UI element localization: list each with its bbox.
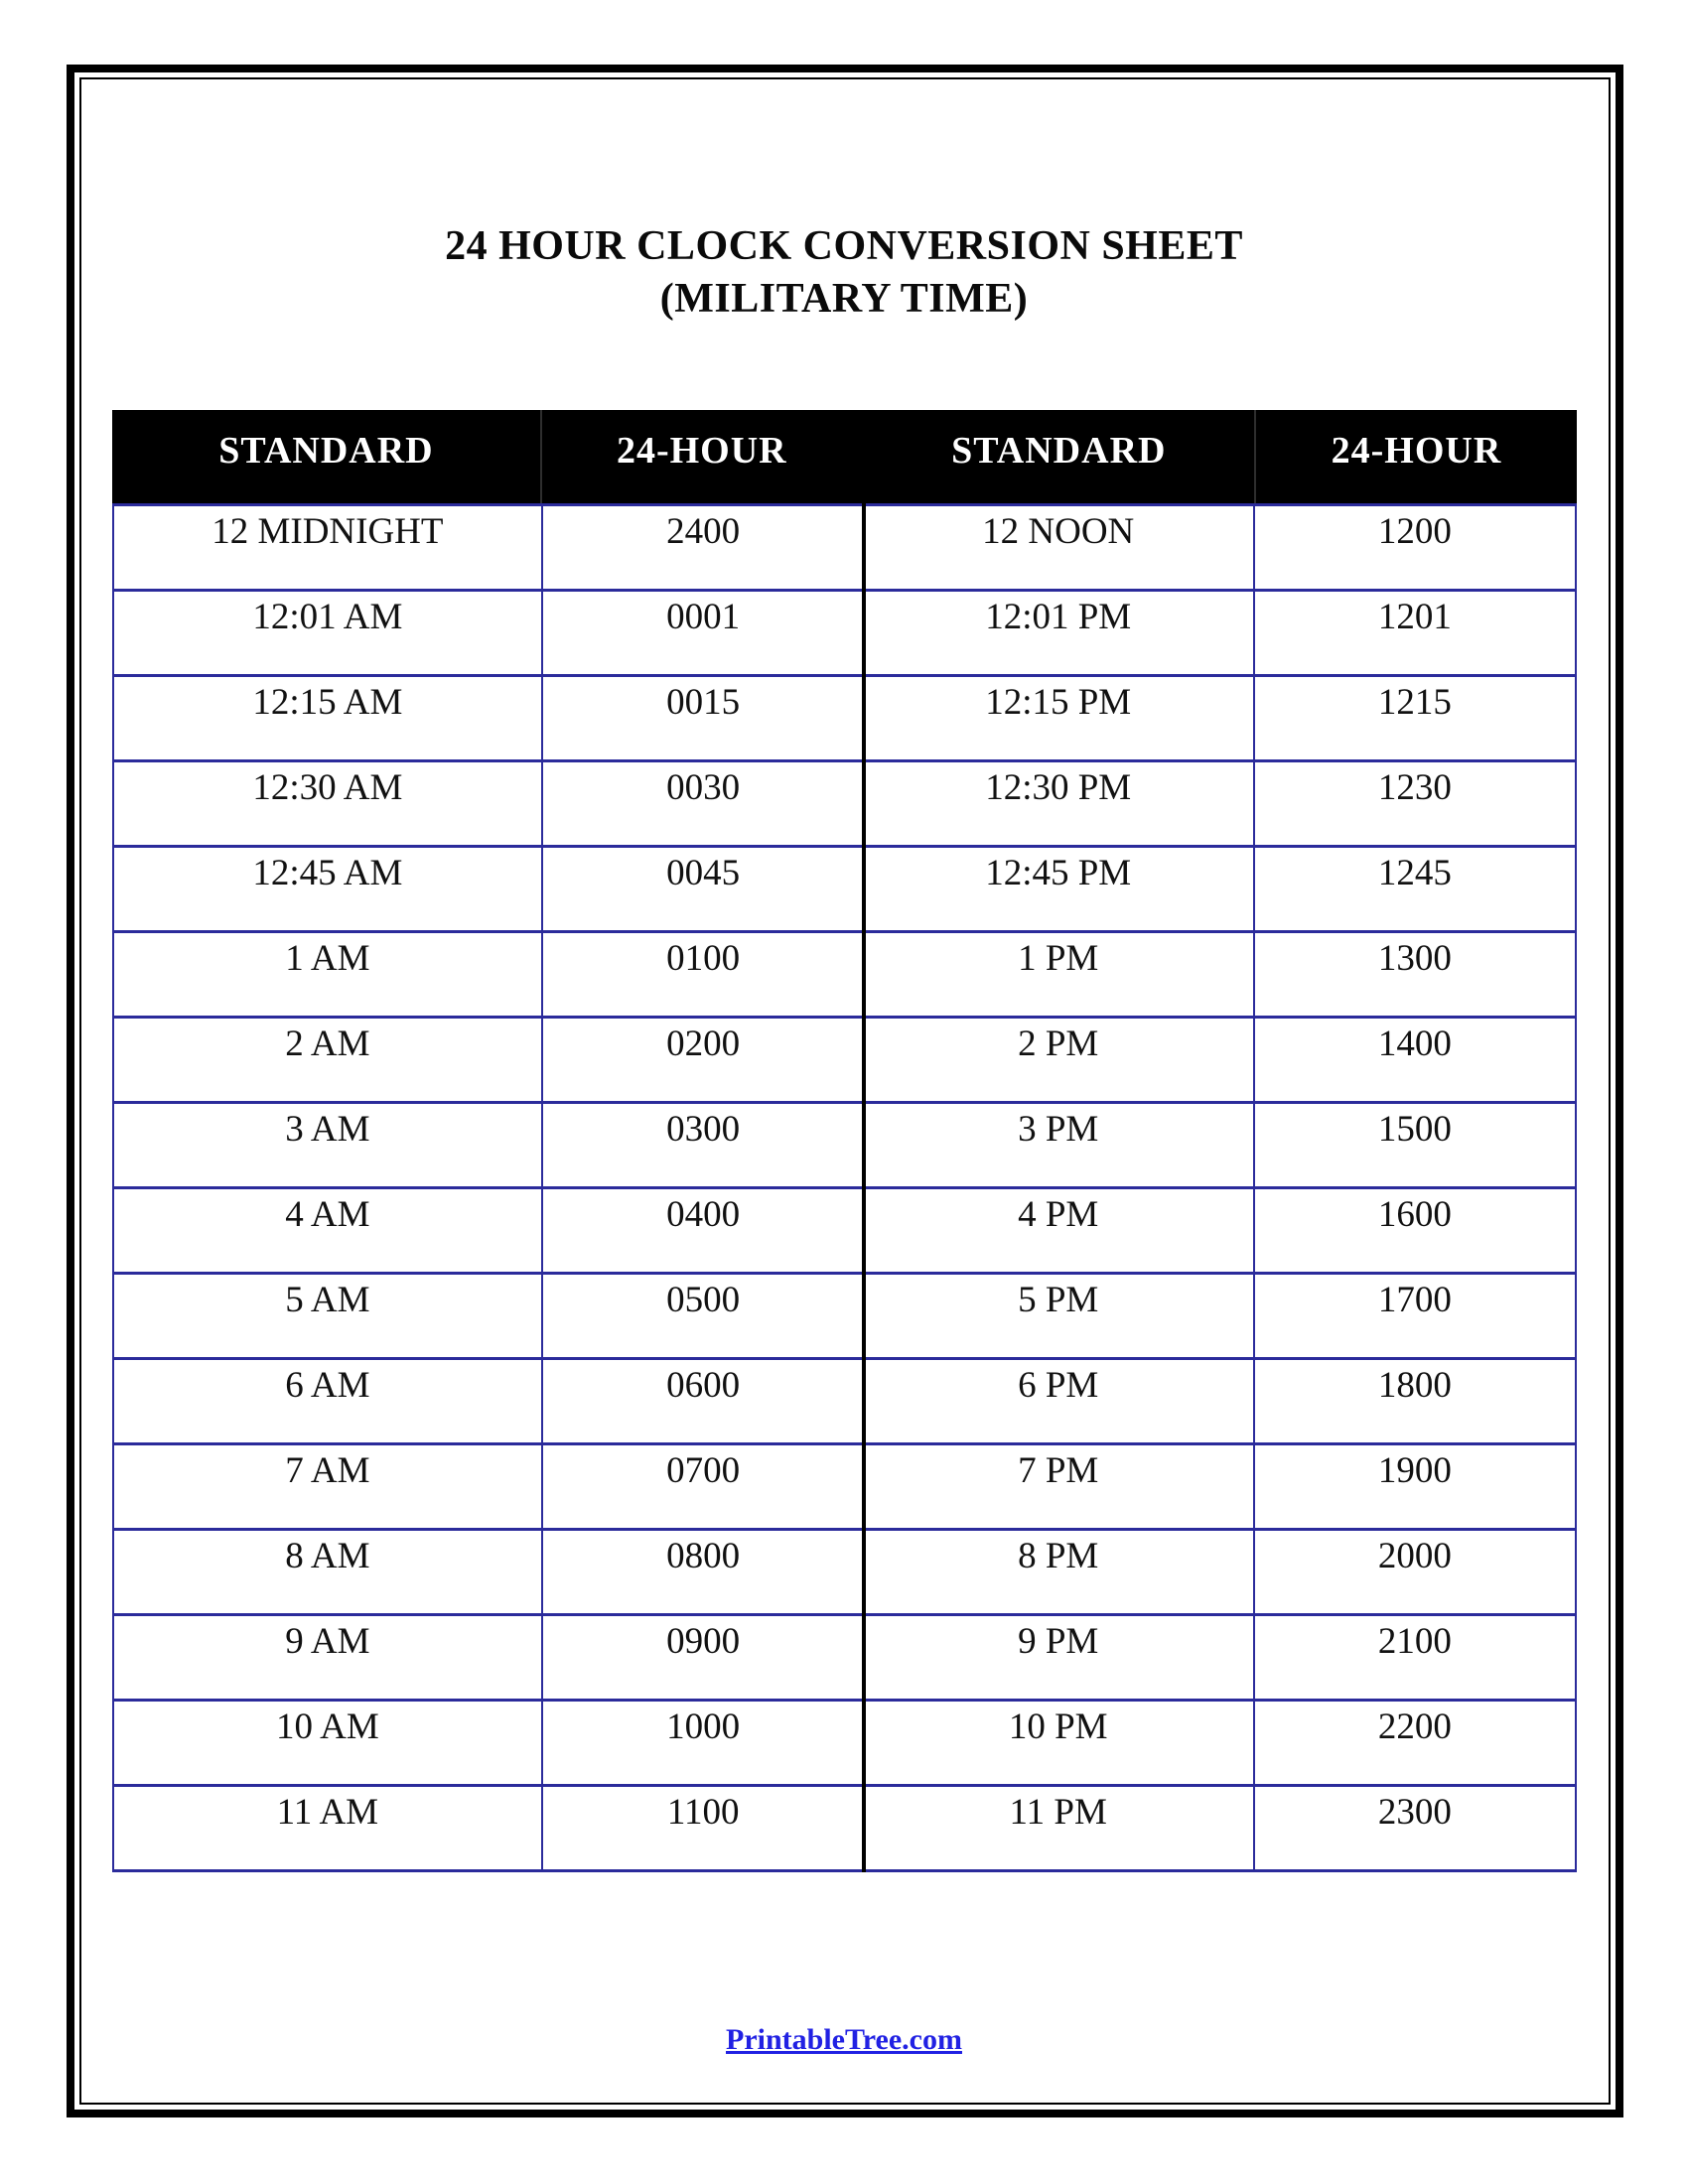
conversion-table — [112, 410, 1577, 1872]
table-cell: 1900 — [1377, 1450, 1452, 1491]
table-cell: 12:01 PM — [864, 592, 1255, 674]
table-cell: 1245 — [1377, 853, 1452, 893]
document-title — [0, 220, 1688, 326]
table-row — [114, 1101, 1575, 1186]
table-cell: 8 PM — [864, 1531, 1255, 1613]
table-cell: 0030 — [666, 767, 741, 808]
header-cell-standard-left: STANDARD — [112, 410, 542, 503]
table-cell: 12:01 AM — [114, 592, 543, 674]
table-row — [114, 589, 1575, 674]
table-cell: 2 PM — [864, 1019, 1255, 1101]
table-cell: 1700 — [1377, 1280, 1452, 1320]
table-cell: 0400 — [666, 1194, 741, 1235]
header-cell-24hour-left: 24-HOUR — [542, 410, 864, 503]
table-cell: 1200 — [1377, 511, 1452, 552]
table-cell: 0900 — [666, 1621, 741, 1662]
table-cell: 12:30 PM — [864, 762, 1255, 845]
table-cell: 10 PM — [864, 1702, 1255, 1784]
table-cell: 0001 — [666, 597, 741, 637]
table-row — [114, 1442, 1575, 1528]
table-row — [114, 930, 1575, 1016]
table-cell: 1600 — [1377, 1194, 1452, 1235]
table-cell: 12:45 AM — [114, 848, 543, 930]
table-cell: 0300 — [666, 1109, 741, 1150]
table-cell: 1800 — [1377, 1365, 1452, 1406]
table-cell: 1201 — [1377, 597, 1452, 637]
table-cell: 9 PM — [864, 1616, 1255, 1699]
table-cell: 2 AM — [114, 1019, 543, 1101]
table-cell: 2400 — [666, 511, 741, 552]
table-cell: 1 PM — [864, 933, 1255, 1016]
table-center-divider — [862, 410, 866, 1872]
table-row — [114, 1272, 1575, 1357]
table-row — [114, 1528, 1575, 1613]
table-cell: 12:15 PM — [864, 677, 1255, 759]
table-cell: 1 AM — [114, 933, 543, 1016]
title-line-2: (MILITARY TIME) — [659, 276, 1029, 322]
header-cell-24hour-right: 24-HOUR — [1331, 430, 1502, 472]
table-row — [114, 674, 1575, 759]
table-row — [114, 1186, 1575, 1272]
table-cell: 2200 — [1377, 1706, 1452, 1747]
table-cell: 12:45 PM — [864, 848, 1255, 930]
table-row — [114, 845, 1575, 930]
table-cell: 1500 — [1377, 1109, 1452, 1150]
table-cell: 4 PM — [864, 1189, 1255, 1272]
table-row — [114, 1699, 1575, 1784]
table-cell: 6 PM — [864, 1360, 1255, 1442]
table-cell: 0045 — [666, 853, 741, 893]
table-cell: 12:30 AM — [114, 762, 543, 845]
table-cell: 0015 — [666, 682, 741, 723]
table-row — [114, 503, 1575, 589]
table-cell: 1215 — [1377, 682, 1452, 723]
table-cell: 3 PM — [864, 1104, 1255, 1186]
table-cell: 4 AM — [114, 1189, 543, 1272]
table-header-row — [112, 410, 1577, 503]
table-cell: 12 NOON — [864, 506, 1255, 589]
table-cell: 3 AM — [114, 1104, 543, 1186]
table-cell: 5 AM — [114, 1275, 543, 1357]
table-cell: 0500 — [666, 1280, 741, 1320]
header-cell-standard-right: STANDARD — [864, 410, 1256, 503]
table-body — [112, 503, 1577, 1872]
table-cell: 1100 — [666, 1792, 740, 1833]
table-cell: 6 AM — [114, 1360, 543, 1442]
printabletree-link[interactable]: PrintableTree.com — [726, 2023, 962, 2056]
table-cell: 8 AM — [114, 1531, 543, 1613]
table-row — [114, 1784, 1575, 1869]
table-cell: 12 MIDNIGHT — [114, 506, 543, 589]
table-cell: 7 PM — [864, 1445, 1255, 1528]
table-cell: 2100 — [1377, 1621, 1452, 1662]
table-cell: 0100 — [666, 938, 741, 979]
table-cell: 1300 — [1377, 938, 1452, 979]
table-cell: 12:15 AM — [114, 677, 543, 759]
table-cell: 10 AM — [114, 1702, 543, 1784]
table-cell: 0700 — [666, 1450, 741, 1491]
table-cell: 0200 — [666, 1024, 741, 1064]
table-row — [114, 1016, 1575, 1101]
footer — [0, 2023, 1688, 2057]
table-cell: 7 AM — [114, 1445, 543, 1528]
title-line-1: 24 HOUR CLOCK CONVERSION SHEET — [445, 223, 1243, 269]
table-cell: 1000 — [666, 1706, 741, 1747]
table-cell: 0600 — [666, 1365, 741, 1406]
table-cell: 11 PM — [864, 1787, 1255, 1869]
table-cell: 1230 — [1377, 767, 1452, 808]
table-cell: 0800 — [666, 1536, 741, 1576]
table-row — [114, 1613, 1575, 1699]
table-cell: 5 PM — [864, 1275, 1255, 1357]
table-cell: 9 AM — [114, 1616, 543, 1699]
table-row — [114, 1357, 1575, 1442]
table-cell: 11 AM — [114, 1787, 543, 1869]
table-cell: 2300 — [1377, 1792, 1452, 1833]
table-cell: 1400 — [1377, 1024, 1452, 1064]
table-cell: 2000 — [1377, 1536, 1452, 1576]
table-row — [114, 759, 1575, 845]
